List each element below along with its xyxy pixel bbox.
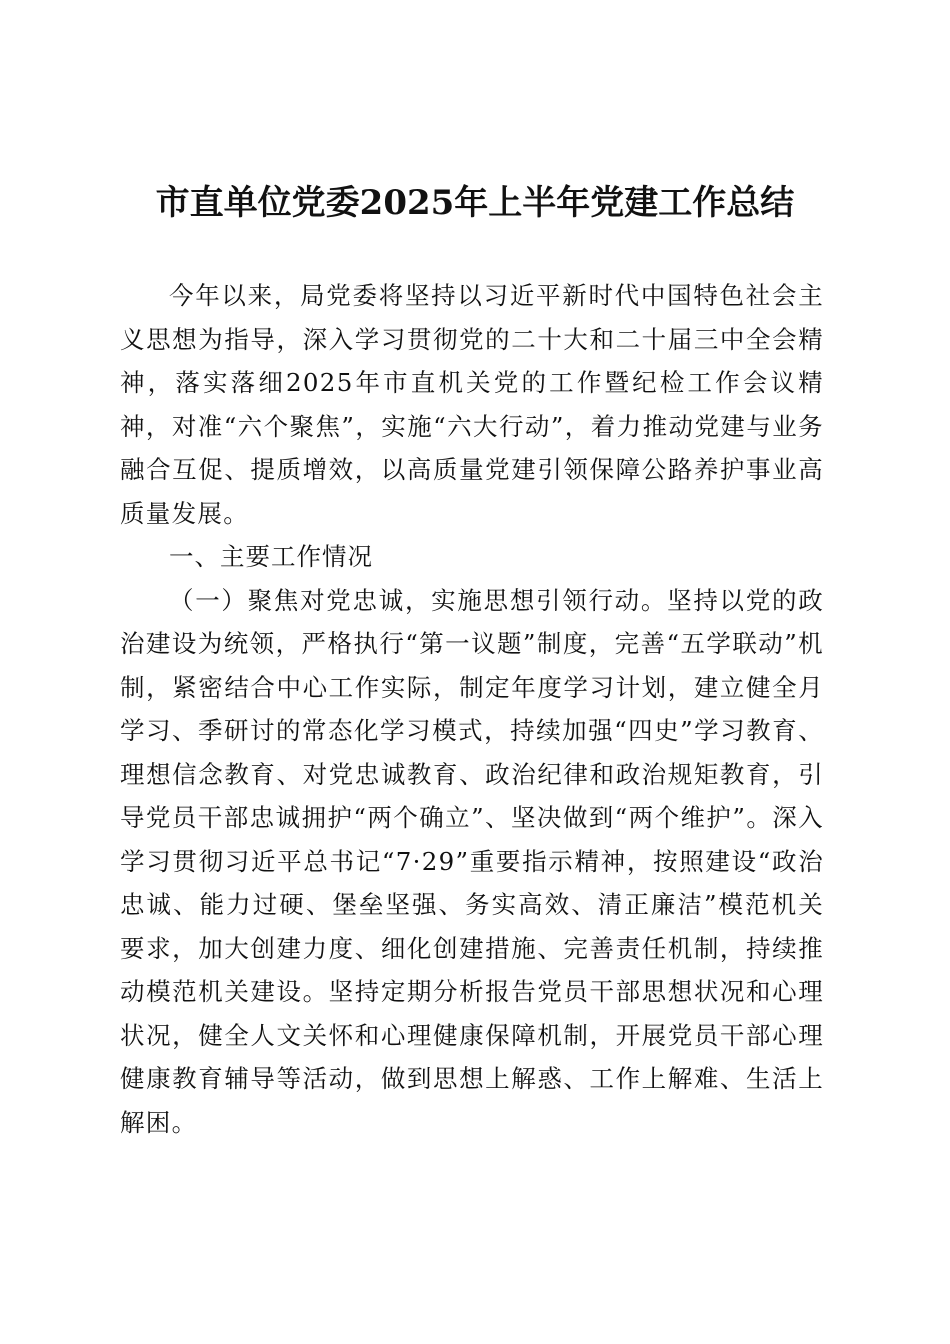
document-body <box>120 274 824 1144</box>
section-heading-main-work: 一、主要工作情况 <box>169 542 373 571</box>
document-title: 市直单位党委2025年上半年党建工作总结 <box>155 183 795 223</box>
intro-paragraph: 今年以来，局党委将坚持以习近平新时代中国特色社会主义思想为指导，深入学习贯彻党的二十大和二十届三中全会精神，落实落细2025年市直机关党的工作暨纪检工作会议精神，对准“六个聚焦”，实施“六大行动”，着力推动党建与业务融合互促、提质增效，以高质量党建引领保障公路养护事业高质量发展。 <box>120 281 824 528</box>
section-paragraph-loyalty: （一）聚焦对党忠诚，实施思想引领行动。坚持以党的政治建设为统领，严格执行“第一议题”制度，完善“五学联动”机制，紧密结合中心工作实际，制定年度学习计划，建立健全月学习、季研讨的常态化学习模式，持续加强“四史”学习教育、理想信念教育、对党忠诚教育、政治纪律和政治规矩教育，引导党员干部忠诚拥护“两个确立”、坚决做到“两个维护”。深入学习贯彻习近平总书记“7·29”重要指示精神，按照建设“政治忠诚、能力过硬、堡垒坚强、务实高效、清正廉洁”模范机关要求，加大创建力度、细化创建措施、完善责任机制，持续推动模范机关建设。坚持定期分析报告党员干部思想状况和心理状况，健全人文关怀和心理健康保障机制，开展党员干部心理健康教育辅导等活动，做到思想上解惑、工作上解难、生活上解困。 <box>120 585 824 1137</box>
